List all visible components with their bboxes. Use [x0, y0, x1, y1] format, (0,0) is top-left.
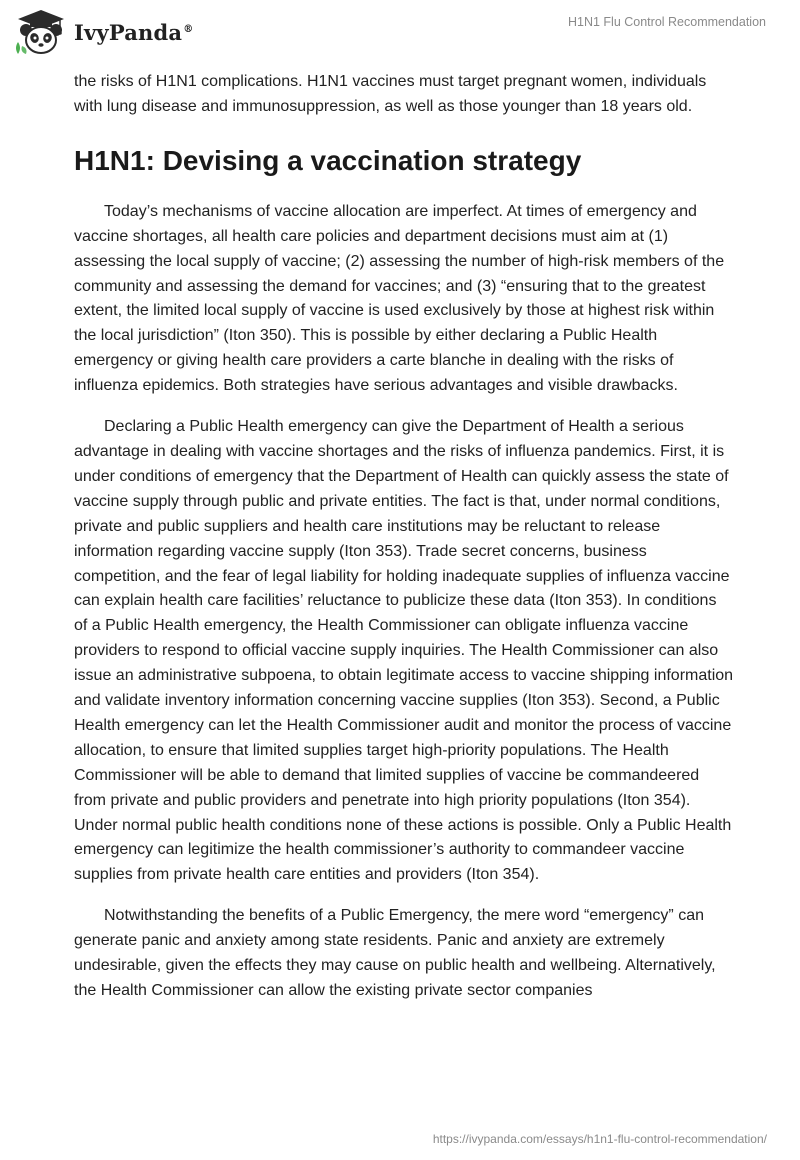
panda-graduation-cap-icon	[14, 8, 68, 56]
source-url[interactable]: https://ivypanda.com/essays/h1n1-flu-control-recommendation/	[432, 1132, 767, 1146]
section-heading: H1N1: Devising a vaccination strategy	[74, 144, 582, 176]
document-title: H1N1 Flu Control Recommendation	[567, 15, 766, 29]
paragraph-1: Today’s mechanisms of vaccine allocation are imperfect. At times of emergency and vaccine shortages, all health care policies and department decisions must aim at (1) assessing the local supply of vaccine; (2) assessing the number of high-risk members of the community and assessing the demand for vaccines; and (3) “ensuring that to the greatest extent, the limited local supply of vaccine is used exclusively by those at highest risk within the local jurisdiction” (Iton 350). This is possible by either declaring a Public Health emergency or giving health care providers a carte blanche in dealing with the risks of influenza epidemics. Both strategies have serious advantages and visible drawbacks.	[74, 202, 725, 395]
page-header	[0, 0, 800, 60]
brand-logo[interactable]	[14, 8, 193, 56]
paragraph-3: Notwithstanding the benefits of a Public Emergency, the mere word “emergency” can generate panic and anxiety among state residents. Panic and anxiety are extremely undesirable, given the effects they may cause on public health and wellbeing. Alternatively, the Health Commissioner can allow the existing private sector companies	[74, 907, 716, 999]
essay-body	[74, 70, 734, 1004]
paragraph-2: Declaring a Public Health emergency can give the Department of Health a serious advantage in dealing with vaccine shortages and the risks of influenza pandemics. First, it is under conditions of emergency that the Department of Health can quickly assess the state of vaccine supply through public and private entities. The fact is that, under normal conditions, private and public suppliers and health care institutions may be reluctant to release information regarding vaccine supply (Iton 353). Trade secret concerns, business competition, and the fear of legal liability for holding inadequate supplies of influenza vaccine can explain health care facilities’ reluctance to publicize these data (Iton 353). In conditions of a Public Health emergency, the Health Commissioner can obligate influenza vaccine providers to respond to official vaccine supply inquiries. The Health Commissioner can also issue an administrative subpoena, to obtain legitimate access to vaccine shipping information and validate inventory information concerning vaccine supplies (Iton 353). Second, a Public Health emergency can let the Health Commissioner audit and monitor the process of vaccine allocation, to ensure that limited supplies target high-priority populations. The Health Commissioner will be able to demand that limited supplies of vaccine be commandeered from private and public providers and penetrate into high priority populations (Iton 354). Under normal public health conditions none of these actions is possible. Only a Public Health emergency can legitimize the health commissioner’s authority to commandeer vaccine supplies from private health care entities and providers (Iton 354).	[74, 418, 734, 884]
brand-name: IvyPanda®	[74, 19, 194, 45]
intro-paragraph: the risks of H1N1 complications. H1N1 vaccines must target pregnant women, individuals with lung disease and immunosuppression, as well as those younger than 18 years old.	[74, 73, 707, 115]
